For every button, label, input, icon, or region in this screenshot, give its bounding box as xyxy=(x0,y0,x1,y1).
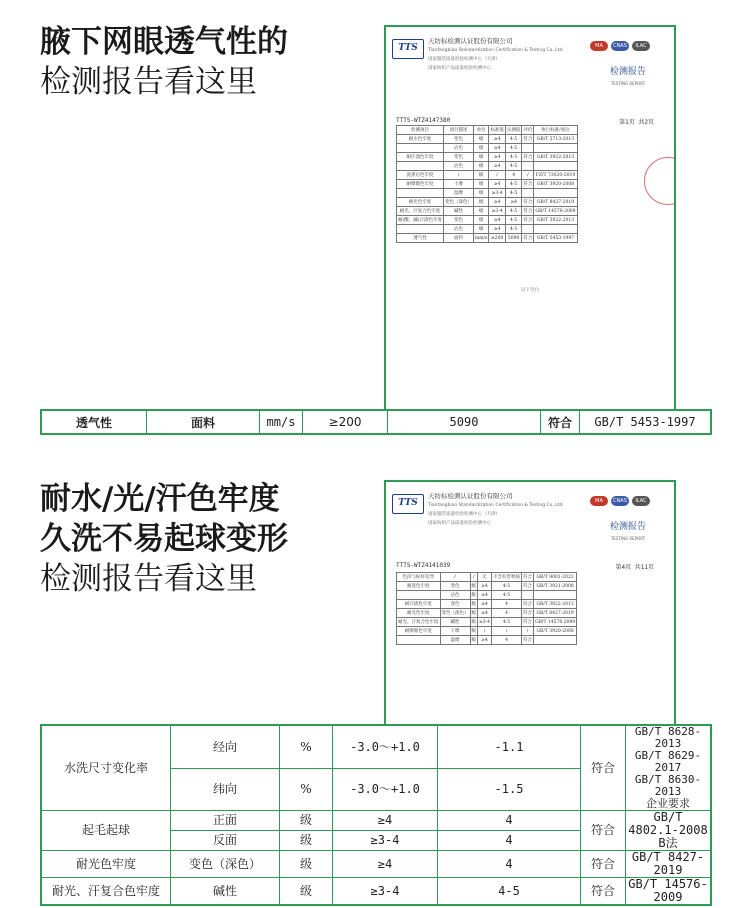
cell-standard: -3.0～+1.0 xyxy=(333,769,438,811)
report-cell: 不含有害物质 xyxy=(492,573,522,582)
cell-item: 透气性 xyxy=(41,410,147,434)
report-cell: 级 xyxy=(474,144,489,153)
cell-standard-code-list xyxy=(626,811,712,851)
report-document-2 xyxy=(384,480,676,726)
report-cell: / xyxy=(444,171,474,180)
report-cell: 符合 xyxy=(522,600,534,609)
cell-result: 符合 xyxy=(581,851,626,878)
report-cell: 4 xyxy=(505,171,522,180)
report-cell: ≥4 xyxy=(478,609,492,618)
report-number: TTTS-WTZ4147380 xyxy=(396,117,451,124)
header-cell: 项目描述 xyxy=(444,126,474,135)
report-cell: 级 xyxy=(474,216,489,225)
cell-measured: 4 xyxy=(438,831,581,851)
cell-unit: % xyxy=(280,769,333,811)
report-cell: 湿摩 xyxy=(444,189,474,198)
report-cell: 5090 xyxy=(505,234,522,243)
report-cell: 4 xyxy=(492,609,522,618)
header-cell: 实测值 xyxy=(505,126,522,135)
standard-line: GB/T 8629-2017 xyxy=(634,749,702,774)
cell-measured: 5090 xyxy=(388,410,541,434)
report-cell: GB/T 14576-2009 xyxy=(535,208,576,214)
cell-desc: 碱性 xyxy=(171,878,280,906)
report-cell xyxy=(522,189,534,198)
report-cell: GB/T 5713-2013 xyxy=(534,135,577,144)
report-cell: 级 xyxy=(470,600,478,609)
report-cell: ≥4 xyxy=(489,135,506,144)
report-cell: 耐光、汗复合色牢度 xyxy=(397,207,444,216)
report-cell: 4-5 xyxy=(492,582,522,591)
report-cell: 级 xyxy=(474,189,489,198)
report-cell: 变色 xyxy=(444,135,474,144)
standard-line: GB/T 8628-2013 xyxy=(634,725,702,750)
header-cell: 执行标准/备注 xyxy=(534,126,577,135)
report-cell: ≥3-4 xyxy=(479,619,491,625)
report-cell: 符合 xyxy=(522,216,534,225)
report-cell xyxy=(534,162,577,171)
report-cell: 干摩 xyxy=(440,627,470,636)
report-cell: ≥4 xyxy=(505,198,522,207)
cell-unit: 级 xyxy=(280,831,333,851)
report-cell: 级 xyxy=(474,198,489,207)
report-cell: 级 xyxy=(470,609,478,618)
report-cell: ≥4 xyxy=(489,225,506,234)
header-cell: 检测项目 xyxy=(397,126,444,135)
cert-badge: ILAC xyxy=(632,496,650,506)
cell-desc: 纬向 xyxy=(171,769,280,811)
report-cell: 耐摩擦色牢度 xyxy=(397,627,441,636)
report-cell: 沾色 xyxy=(444,225,474,234)
report-cell: 面料 xyxy=(444,234,474,243)
org-center2: 国家纺织产品质量检验检测中心 xyxy=(428,66,491,71)
header-cell: 标准值 xyxy=(489,126,506,135)
report-cell: 4-5 xyxy=(492,591,522,600)
report-cell: ≥4 xyxy=(489,198,506,207)
report-cell: 4-5 xyxy=(492,618,522,627)
report-cell: 耐光色牢度 xyxy=(397,609,441,618)
cell-desc: 正面 xyxy=(171,811,280,831)
report-cell: 变色（深色） xyxy=(440,609,470,618)
report-cell: / xyxy=(522,627,534,636)
cell-standard: ≥200 xyxy=(303,410,388,434)
cell-standard-code-list xyxy=(626,725,712,811)
cell-standard-code: GB/T 14576-2009 xyxy=(626,878,712,906)
report-cell xyxy=(534,225,577,234)
tts-logo-icon: TTS xyxy=(392,494,424,514)
org-center: 国家服装质量检验检测中心（天津） xyxy=(428,512,500,517)
report-cell: GB/T 9001-2022 xyxy=(534,573,577,582)
report-cell: 4-5 xyxy=(505,153,522,162)
report-cell: 耐(酸、碱)汗渍色牢度 xyxy=(397,216,444,225)
cell-desc: 反面 xyxy=(171,831,280,851)
report-cell: ≥4 xyxy=(478,600,492,609)
report-cell: 符合 xyxy=(522,234,534,243)
section1-heading xyxy=(40,22,288,102)
cert-badge: MA xyxy=(590,496,608,506)
report-title xyxy=(610,522,646,544)
report-cell xyxy=(397,189,444,198)
report-cell: ≥4 xyxy=(489,216,506,225)
report-cell: GB/T 3922-2013 xyxy=(534,216,577,225)
report-title xyxy=(610,67,646,89)
section2-heading-bold-1: 耐水/光/汗色牢度 xyxy=(40,481,280,517)
standard-line: GB/T 4802.1-2008 xyxy=(628,810,708,837)
org-sub: Tianfangbiao Standardization Certification & Testing Co.,Ltd. xyxy=(428,48,564,53)
section2-heading-bold-2: 久洗不易起球变形 xyxy=(40,521,288,557)
report-cell: 耐汗渍色牢度 xyxy=(397,153,444,162)
report-cell: 级 xyxy=(470,618,478,627)
report-cell xyxy=(522,162,534,171)
report-cell: 4-5 xyxy=(505,207,522,216)
report-cell: 级 xyxy=(470,591,478,600)
report-cell: 沾色 xyxy=(440,591,470,600)
report-cell: 变色 xyxy=(440,600,470,609)
cert-badges xyxy=(590,496,650,506)
cell-unit: mm/s xyxy=(260,410,303,434)
cell-unit: % xyxy=(280,725,333,769)
report-cell: 耐光、汗复合色牢度 xyxy=(397,618,441,627)
report-cell: 4-5 xyxy=(505,189,522,198)
report-cell xyxy=(522,144,534,153)
cell-measured: 4 xyxy=(438,851,581,878)
table-row-label: 水洗尺寸变化率 xyxy=(41,725,171,811)
cell-standard: ≥4 xyxy=(333,851,438,878)
report-cell: 级 xyxy=(474,171,489,180)
page-number: 第1页 共2页 xyxy=(619,119,654,126)
report-cell: 4-5 xyxy=(505,162,522,171)
report-cell: GB/T 5453-1997 xyxy=(534,234,577,243)
org-name: 天纺标检测认证股份有限公司 xyxy=(428,37,513,45)
report-cell: 符合 xyxy=(522,618,534,627)
report-cell xyxy=(397,144,444,153)
report-number: TTTS-WTZ4141039 xyxy=(396,562,451,569)
report-cell: GB/T 3921-2008 xyxy=(534,582,577,591)
footnote: 以下空白 xyxy=(521,288,539,293)
cert-badge: CNAS xyxy=(611,41,629,51)
report-number-line xyxy=(396,562,654,571)
report-cell: 级 xyxy=(470,636,478,645)
cell-desc: 变色（深色） xyxy=(171,851,280,878)
report-cell: 符合 xyxy=(522,198,534,207)
report-cell: 无 xyxy=(478,573,492,582)
report-cell: 4-5 xyxy=(505,216,522,225)
cell-result: 符合 xyxy=(581,811,626,851)
report-cell: 4-5 xyxy=(505,180,522,189)
report-cell: GB/T 3922-2013 xyxy=(534,600,577,609)
report-cell: 变色 xyxy=(444,216,474,225)
report-cell xyxy=(534,591,577,600)
cell-desc: 经向 xyxy=(171,725,280,769)
cell-standard-code: GB/T 8427-2019 xyxy=(626,851,712,878)
report-cell: 耐汗渍色牢度 xyxy=(397,600,441,609)
standard-line: GB/T 8630-2013 xyxy=(634,773,702,798)
cell-unit: 级 xyxy=(280,851,333,878)
report-table-1 xyxy=(396,125,578,243)
report-document-1 xyxy=(384,25,676,411)
report-cell: 符合 xyxy=(522,153,534,162)
report-cell: 符合 xyxy=(522,636,534,645)
report-cell: 洗涤后色牢度 xyxy=(397,171,444,180)
report-cell xyxy=(522,591,534,600)
report-cell: 4-5 xyxy=(505,144,522,153)
cell-result: 符合 xyxy=(581,878,626,906)
section2-heading xyxy=(40,479,288,599)
section1-heading-bold: 腋下网眼透气性的 xyxy=(40,24,288,60)
cert-badge: CNAS xyxy=(611,496,629,506)
report-cell: 符合 xyxy=(522,582,534,591)
section2-heading-light: 检测报告看这里 xyxy=(40,561,257,597)
cert-badge: MA xyxy=(590,41,608,51)
report-cell: / xyxy=(440,573,470,582)
page-number: 第4页 共11页 xyxy=(615,564,654,571)
header-cell: 评价 xyxy=(522,126,534,135)
cell-standard: ≥3-4 xyxy=(333,831,438,851)
standard-line: B法 xyxy=(658,836,678,850)
report-cell: 干摩 xyxy=(444,180,474,189)
report-cell: 碱性 xyxy=(440,618,470,627)
org-center2: 国家纺织产品质量检验检测中心 xyxy=(428,521,491,526)
report-cell: GB/T 3920-2008 xyxy=(534,180,577,189)
report-cell xyxy=(397,162,444,171)
report-cell: mm/s xyxy=(475,235,488,241)
report-cell: GB/T 14576-2009 xyxy=(535,619,576,625)
report-cell: GB/T 3920-2008 xyxy=(534,627,577,636)
org-info xyxy=(428,37,564,73)
report-cell: ≥200 xyxy=(489,234,506,243)
cell-result: 符合 xyxy=(581,725,626,811)
org-sub: Tianfangbiao Standardization Certification & Testing Co.,Ltd. xyxy=(428,503,564,508)
report-cell: 级 xyxy=(474,162,489,171)
report-cell: 沾色 xyxy=(444,144,474,153)
report-cell: FZ/T 73020-2019 xyxy=(535,172,576,178)
org-center: 国家服装质量检验检测中心（天津） xyxy=(428,57,500,62)
report-cell: 色泽与标样差异 xyxy=(397,573,441,582)
report-cell: / xyxy=(522,171,534,180)
cell-desc: 面料 xyxy=(147,410,260,434)
report-cell xyxy=(534,144,577,153)
cell-measured: -1.5 xyxy=(438,769,581,811)
report-cell: 耐摩擦色牢度 xyxy=(397,180,444,189)
cell-unit: 级 xyxy=(280,878,333,906)
report-cell: 耐洗色牢度 xyxy=(397,582,441,591)
report-cell: 级 xyxy=(474,225,489,234)
report-title-cn: 检测报告 xyxy=(609,67,646,77)
report-cell: GB/T 8427-2019 xyxy=(534,609,577,618)
report-cell: 级 xyxy=(470,582,478,591)
report-cell: ≥4 xyxy=(478,582,492,591)
cell-unit: 级 xyxy=(280,811,333,831)
report-cell: 变色（深色） xyxy=(444,198,474,207)
report-cell: 4-5 xyxy=(505,135,522,144)
report-cell: ≥4 xyxy=(489,153,506,162)
report-cell: 级 xyxy=(474,135,489,144)
report-cell: 耐光色牢度 xyxy=(397,198,444,207)
cert-badge: ILAC xyxy=(632,41,650,51)
report-cell: 符合 xyxy=(522,180,534,189)
report-cell: 碱性 xyxy=(444,207,474,216)
report-table-2 xyxy=(396,572,577,645)
report-cell: ≥3-4 xyxy=(489,189,506,198)
table-row-label: 耐光、汗复合色牢度 xyxy=(41,878,171,906)
report-cell: 耐水色牢度 xyxy=(397,135,444,144)
report-title-en: TESTING REPORT xyxy=(610,81,646,86)
report-cell: GB/T 8427-2019 xyxy=(534,198,577,207)
report-cell: 变色 xyxy=(444,153,474,162)
cert-badges xyxy=(590,41,650,51)
report-cell xyxy=(534,636,577,645)
cell-measured: 4-5 xyxy=(438,878,581,906)
report-cell xyxy=(534,189,577,198)
report-cell: ≥4 xyxy=(489,162,506,171)
org-info xyxy=(428,492,564,528)
cell-standard: ≥3-4 xyxy=(333,878,438,906)
report-cell: ≥4 xyxy=(478,591,492,600)
report-cell: 湿摩 xyxy=(440,636,470,645)
report-cell: ≥4 xyxy=(489,180,506,189)
report-cell: / xyxy=(478,627,492,636)
header-cell: 单位 xyxy=(474,126,489,135)
table-row-label: 起毛起球 xyxy=(41,811,171,851)
report-cell: 级 xyxy=(474,180,489,189)
report-cell: 4 xyxy=(492,636,522,645)
report-cell: 变色 xyxy=(440,582,470,591)
section1-heading-light: 检测报告看这里 xyxy=(40,64,257,100)
table-row-label: 耐光色牢度 xyxy=(41,851,171,878)
cell-result: 符合 xyxy=(541,410,580,434)
cell-measured: -1.1 xyxy=(438,725,581,769)
red-stamp-icon xyxy=(644,157,676,205)
report-cell xyxy=(397,225,444,234)
report-cell: 透气性 xyxy=(397,234,444,243)
report-cell: 沾色 xyxy=(444,162,474,171)
report-cell: 4-5 xyxy=(505,225,522,234)
report-cell: ≥3-4 xyxy=(489,207,506,216)
tts-logo-icon: TTS xyxy=(392,39,424,59)
report-cell: 符合 xyxy=(522,609,534,618)
report-cell: / xyxy=(489,171,506,180)
report-cell: 符合 xyxy=(522,573,534,582)
report-cell: 级 xyxy=(474,153,489,162)
report-cell: 符合 xyxy=(522,135,534,144)
report-title-cn: 检测报告 xyxy=(609,522,646,532)
report-cell: 级 xyxy=(470,627,478,636)
report-cell: 4 xyxy=(492,600,522,609)
report-cell xyxy=(397,591,441,600)
report-cell: GB/T 3922-2013 xyxy=(534,153,577,162)
report-cell xyxy=(522,225,534,234)
cell-standard: -3.0～+1.0 xyxy=(333,725,438,769)
cell-measured: 4 xyxy=(438,811,581,831)
report-cell: 级 xyxy=(474,207,489,216)
report-cell: 符合 xyxy=(522,207,534,216)
results-table xyxy=(40,724,712,906)
report-title-en: TESTING REPORT xyxy=(610,536,646,541)
cell-standard: ≥4 xyxy=(333,811,438,831)
report-cell: ≥4 xyxy=(489,144,506,153)
report-cell: ≥4 xyxy=(478,636,492,645)
report-cell xyxy=(397,636,441,645)
report-cell: / xyxy=(470,573,478,582)
report-cell: / xyxy=(492,627,522,636)
standard-line: 企业要求 xyxy=(646,797,690,810)
org-name: 天纺标检测认证股份有限公司 xyxy=(428,492,513,500)
cell-standard-code: GB/T 5453-1997 xyxy=(580,410,712,434)
highlight-row-air-permeability xyxy=(40,409,712,435)
